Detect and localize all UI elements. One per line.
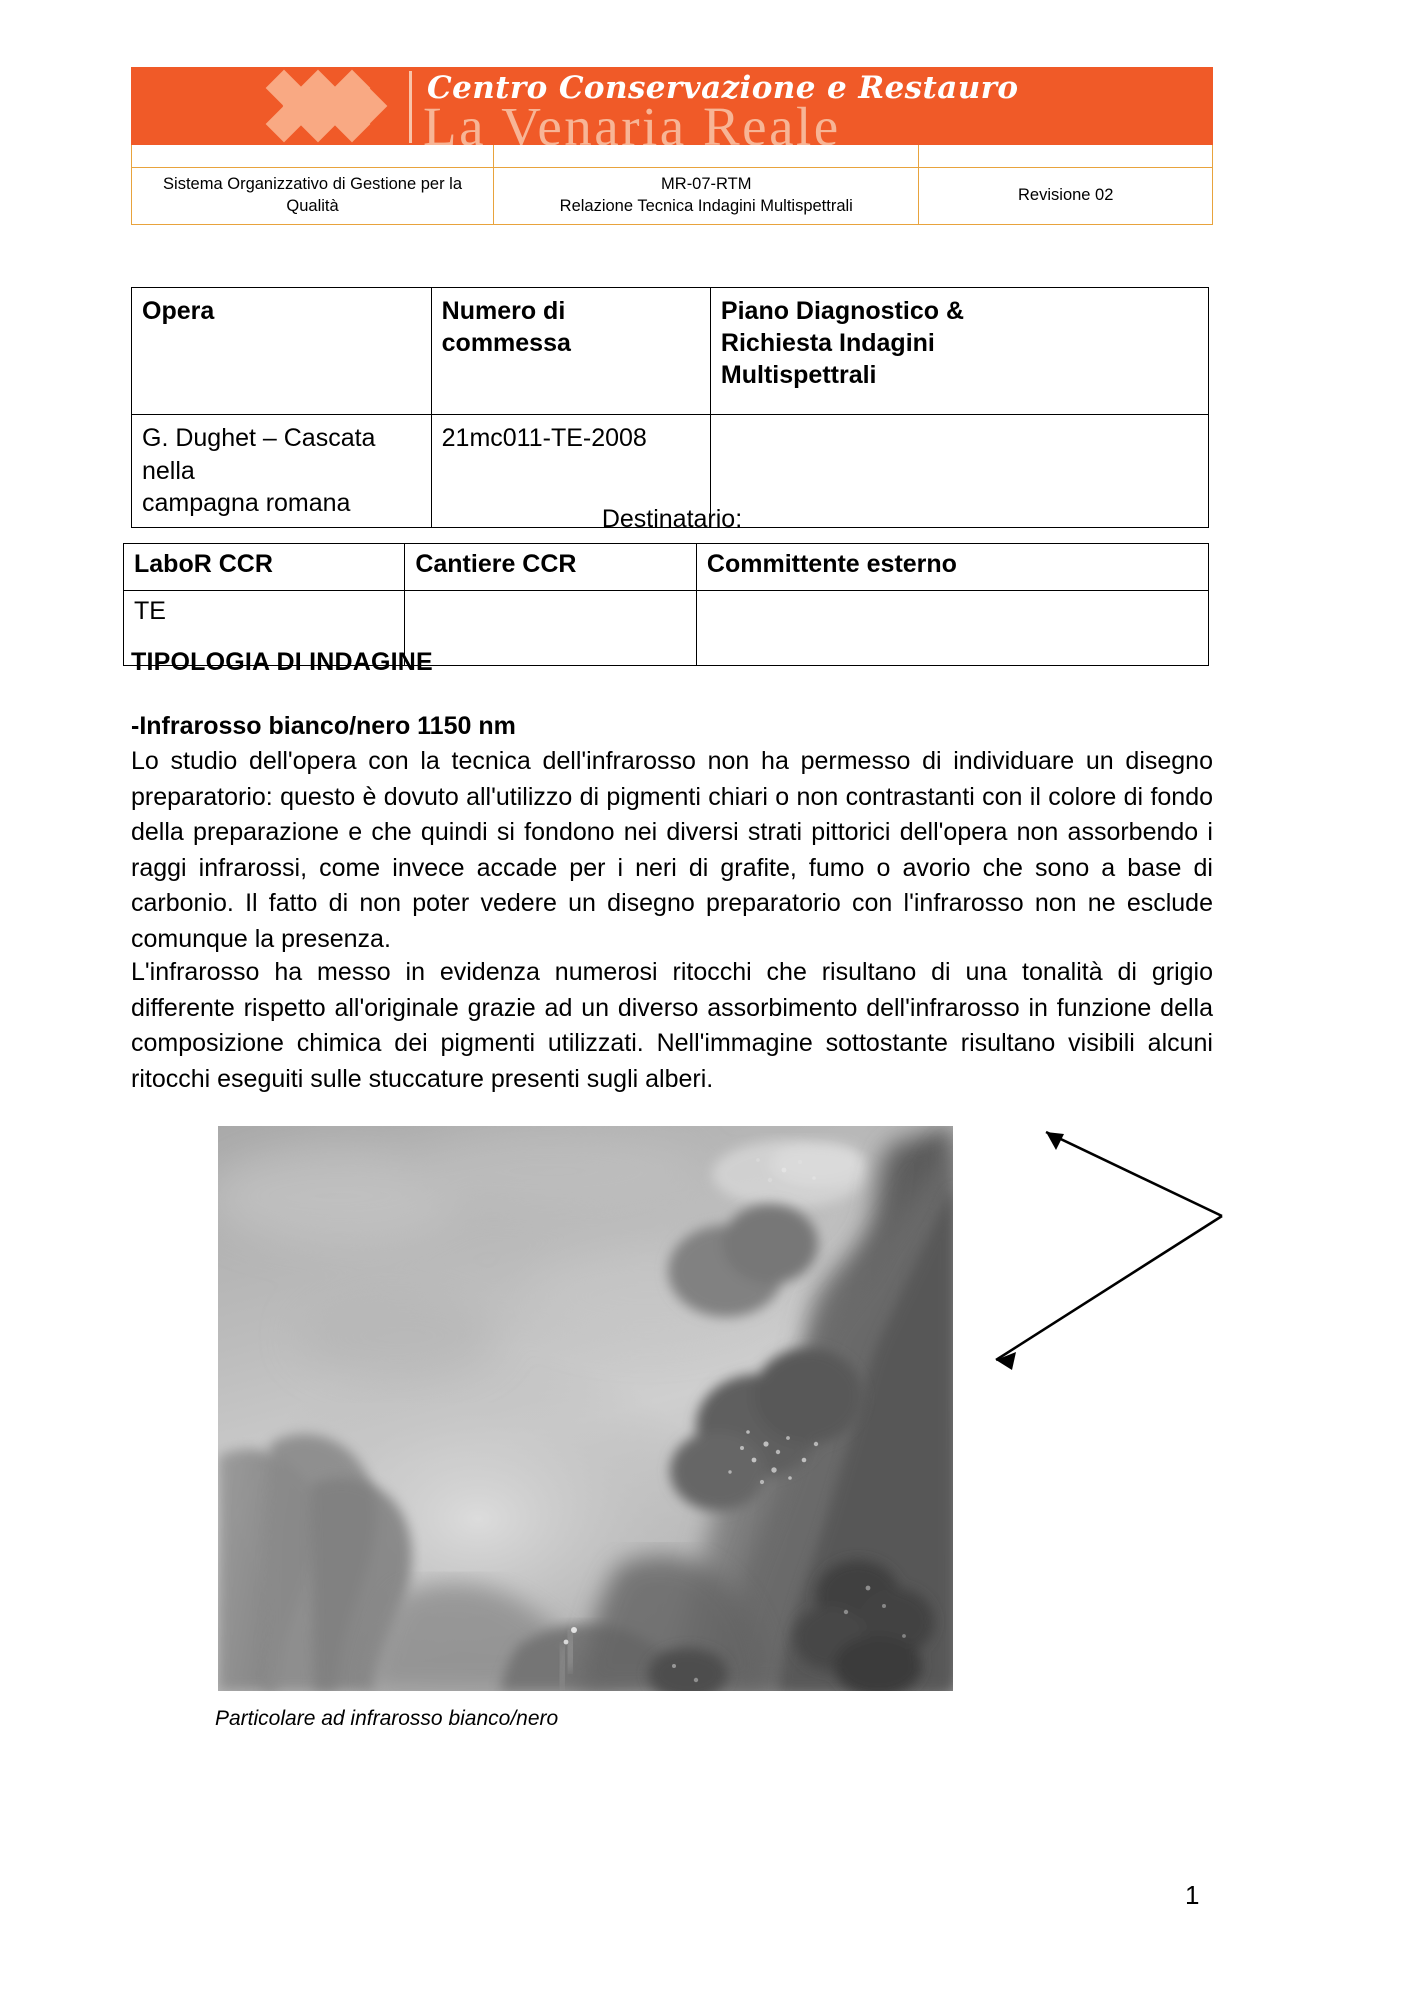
opera-title-line1: G. Dughet – Cascata nella bbox=[142, 424, 376, 485]
page-title: TIPOLOGIA DI INDAGINE bbox=[131, 648, 433, 676]
header-spacer-cell-2 bbox=[494, 145, 919, 168]
banner-divider bbox=[409, 71, 412, 143]
banner-title-primary: Centro Conservazione e Restauro bbox=[427, 70, 1019, 106]
opera-header-numero-commessa: Numero di commessa bbox=[431, 288, 710, 415]
header-spacer-cell-3 bbox=[919, 145, 1213, 168]
figure-annotation-arrows bbox=[950, 1110, 1250, 1400]
destinatario-header-row bbox=[124, 544, 1209, 591]
destinatario-header-cantiere-ccr: Cantiere CCR bbox=[405, 544, 697, 591]
header-document-title: Relazione Tecnica Indagini Multispettrali bbox=[559, 197, 853, 215]
destinatario-value-committente-esterno bbox=[696, 591, 1208, 666]
destinatario-header-labor-ccr: LaboR CCR bbox=[124, 544, 405, 591]
page-number: 1 bbox=[1185, 1880, 1200, 1910]
document-control-header-table bbox=[131, 145, 1213, 225]
header-spacer-cell-1 bbox=[132, 145, 494, 168]
brand-banner bbox=[131, 67, 1213, 145]
header-system-line2: Qualità bbox=[286, 197, 339, 215]
piano-line3: Multispettrali bbox=[720, 361, 877, 389]
destinatario-value-labor-ccr: TE bbox=[124, 591, 405, 666]
header-main-row bbox=[132, 168, 1213, 225]
destinatario-header-committente-esterno: Committente esterno bbox=[696, 544, 1208, 591]
opera-table-header-row bbox=[132, 288, 1209, 415]
opera-cell-numero-commessa: 21mc011-TE-2008 bbox=[431, 415, 710, 528]
arrow-pointing-to-retouching-lower bbox=[996, 1216, 1222, 1370]
banner-title-secondary: La Venaria Reale bbox=[423, 96, 841, 145]
header-spacer-row bbox=[132, 145, 1213, 168]
subsection-title: -Infrarosso bianco/nero 1150 nm bbox=[131, 712, 516, 740]
paragraph-infrared-description: Lo studio dell'opera con la tecnica dell'infrarosso non ha permesso di individuare un disegno preparatorio: questo è dovuto all'utilizzo di pigmenti chiari o non contrastanti con il colore di fondo della preparazione e che quindi si fondono nei diversi strati pittorici dell'opera non assorbendo i raggi infrarossi, come invece accade per i neri di grafite, fumo o avorio che sono a base di carbonio. Il fatto di non poter vedere un disegno preparatorio con l'infrarosso non ne esclude comunque la presenza. bbox=[131, 747, 1213, 953]
piano-line2: Richiesta Indagini bbox=[720, 329, 935, 357]
header-document-code: MR-07-RTM bbox=[661, 175, 752, 194]
header-cell-system bbox=[132, 168, 494, 225]
diamond-grid-logo-icon bbox=[271, 75, 389, 137]
header-cell-document bbox=[494, 168, 919, 225]
piano-line1: Piano Diagnostico & bbox=[720, 297, 965, 325]
arrow-pointing-to-retouching-upper bbox=[1046, 1132, 1222, 1216]
opera-title-line2: campagna romana bbox=[142, 489, 351, 517]
destinatario-label: Destinatario: bbox=[601, 505, 743, 533]
opera-header-opera: Opera bbox=[132, 288, 432, 415]
opera-table bbox=[131, 287, 1209, 528]
paragraph-retouching-description: L'infrarosso ha messo in evidenza numerosi ritocchi che risultano di una tonalità di grigio differente rispetto all'originale grazie ad un diverso assorbimento dell'infrarosso in funzione della composizione chimica dei pigmenti utilizzati. Nell'immagine sottostante risultano visibili alcuni ritocchi eseguiti sulle stuccature presenti sugli alberi. bbox=[131, 958, 1213, 1093]
header-cell-revision: Revisione 02 bbox=[919, 168, 1213, 225]
opera-header-piano-diagnostico bbox=[710, 288, 1208, 415]
infrared-detail-photograph bbox=[218, 1126, 953, 1691]
destinatario-value-cantiere-ccr bbox=[405, 591, 697, 666]
figure-caption: Particolare ad infrarosso bianco/nero bbox=[215, 1707, 559, 1730]
header-system-line1: Sistema Organizzativo di Gestione per la bbox=[163, 175, 463, 194]
